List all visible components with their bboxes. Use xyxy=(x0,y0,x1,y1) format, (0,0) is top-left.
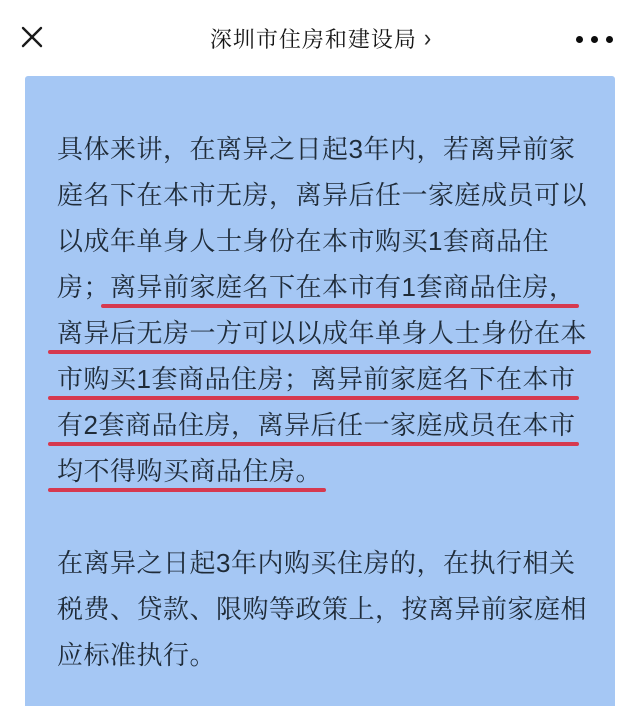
underlined-text-segment: 离异前家庭名下在本市有1套商品住房， xyxy=(110,272,576,302)
chevron-right-icon: › xyxy=(423,23,432,52)
text-segment: 具体来讲，在离异之日起3年内，若离异前家 xyxy=(57,134,576,164)
more-menu-button[interactable] xyxy=(569,26,619,52)
text-line xyxy=(57,540,593,586)
paragraph-policy-execution xyxy=(57,540,593,678)
paragraph-policy-detail xyxy=(57,126,593,494)
underlined-text-segment: 离异后无房一方可以以成年单身人士身份在本 xyxy=(57,318,588,348)
text-line xyxy=(57,218,593,264)
ellipsis-icon xyxy=(591,36,598,43)
text-line xyxy=(57,586,593,632)
ellipsis-icon xyxy=(606,36,613,43)
text-line xyxy=(57,310,593,356)
text-line xyxy=(57,172,593,218)
underlined-text-segment: 有2套商品住房，离异后任一家庭成员在本市 xyxy=(57,410,576,440)
ellipsis-icon xyxy=(576,36,583,43)
text-line xyxy=(57,126,593,172)
header-title-area xyxy=(0,0,641,76)
text-line xyxy=(57,448,593,494)
text-line xyxy=(57,632,593,678)
article-highlight-panel xyxy=(25,76,615,706)
account-title-link[interactable] xyxy=(210,23,431,54)
text-segment: 应标准执行。 xyxy=(57,640,217,670)
text-segment: 在离异之日起3年内购买住房的，在执行相关 xyxy=(57,548,576,578)
text-segment: 房； xyxy=(57,272,111,302)
text-segment: 税费、贷款、限购等政策上，按离异前家庭相 xyxy=(57,594,588,624)
text-segment: 庭名下在本市无房，离异后任一家庭成员可以 xyxy=(57,180,588,210)
text-segment: 以成年单身人士身份在本市购买1套商品住 xyxy=(57,226,549,256)
underlined-text-segment: 均不得购买商品住房。 xyxy=(57,456,323,486)
text-line xyxy=(57,356,593,402)
close-button[interactable] xyxy=(14,20,50,56)
page-title: 深圳市住房和建设局 xyxy=(209,26,417,52)
close-icon xyxy=(18,23,46,54)
text-line xyxy=(57,264,593,310)
text-line xyxy=(57,402,593,448)
header-bar xyxy=(0,0,641,76)
underlined-text-segment: 市购买1套商品住房；离异前家庭名下在本市 xyxy=(57,364,576,394)
